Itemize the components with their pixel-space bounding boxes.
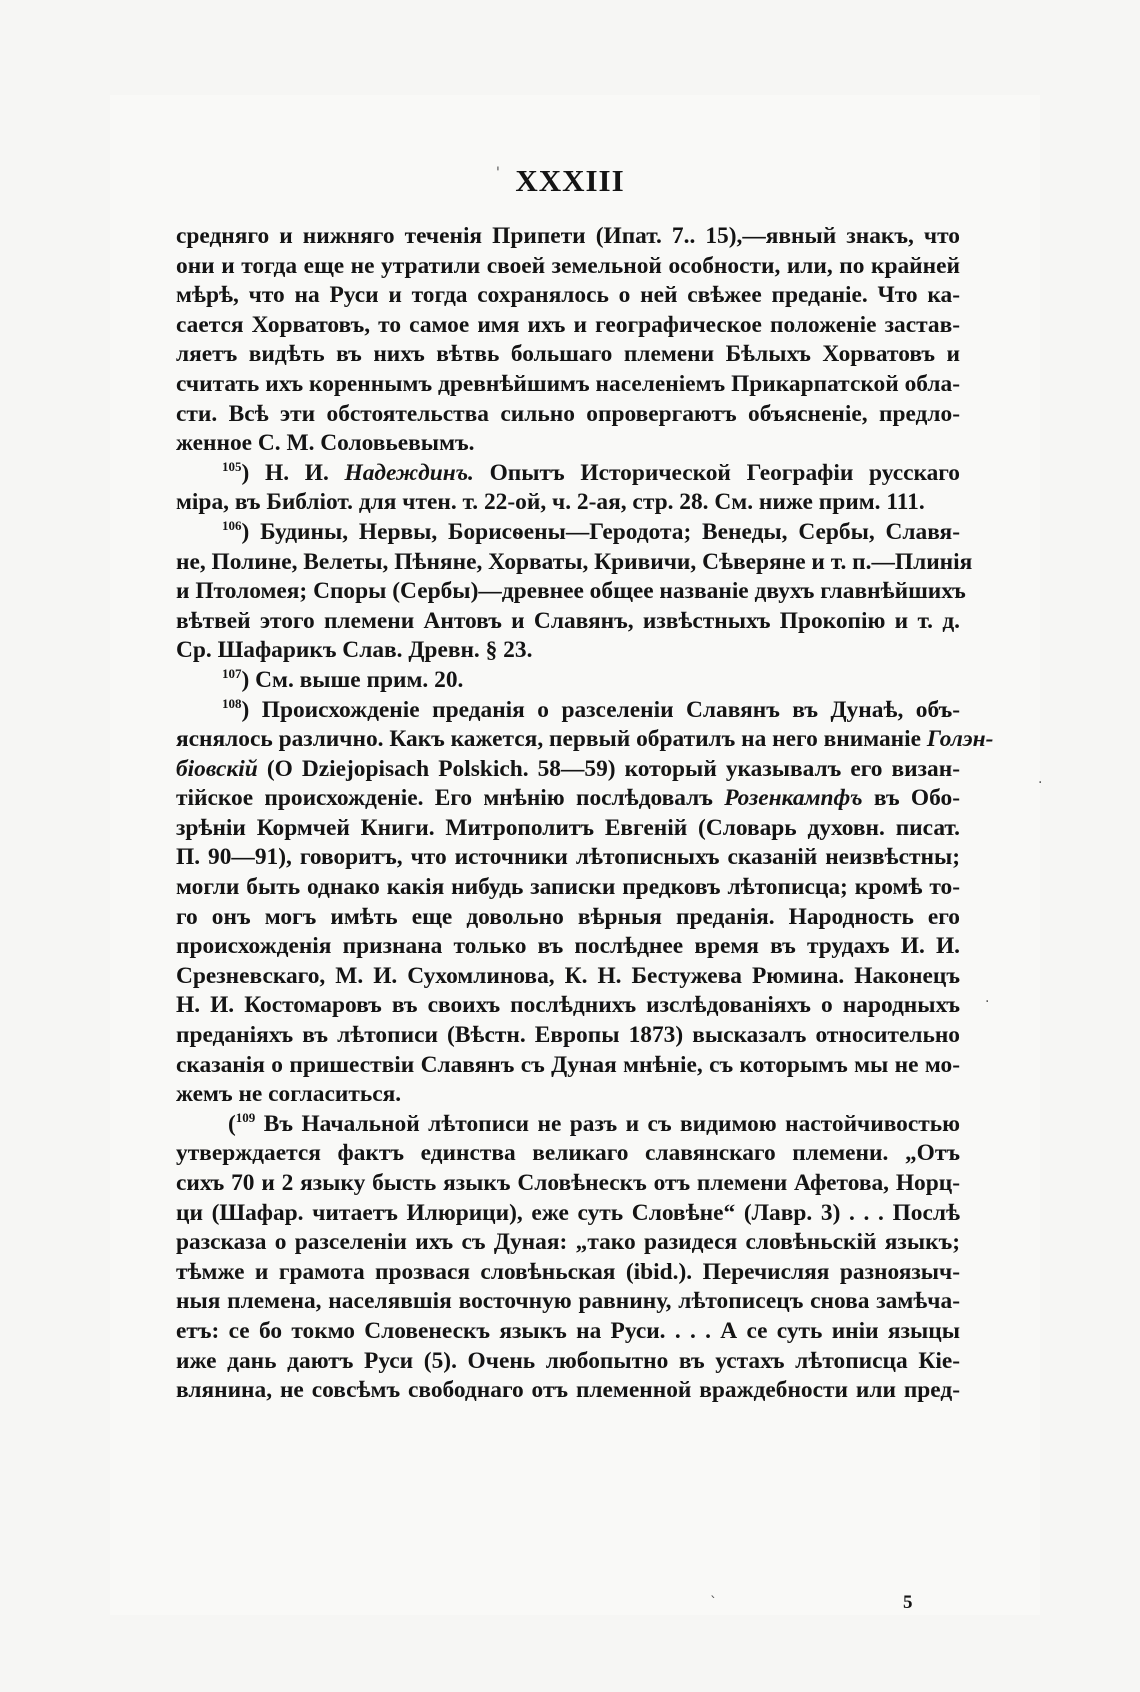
text-line: и Птоломея; Споры (Сербы)—древнее общее названіе двухъ главнѣйшихъ (176, 578, 966, 605)
text-line: считать ихъ кореннымъ древнѣйшимъ населеніемъ Прикарпатской обла- (176, 370, 960, 397)
footnote-number: 105 (222, 458, 242, 474)
text-line: сти. Всѣ эти обстоятельства сильно опровергаютъ объясненіе, предло- (176, 400, 960, 427)
text-line: П. 90—91), говоритъ, что источники лѣтописныхъ сказаній неизвѣстны; (176, 844, 960, 871)
text-line: они и тогда еще не утратили своей земельной особности, или, по крайней (176, 252, 960, 279)
text-line: жемъ не согласиться. (176, 1081, 402, 1108)
text-line: етъ: се бо токмо Словенескъ языкъ на Руси. . . . А се суть иніи языцы (176, 1317, 960, 1344)
footnote-number: 109 (235, 1109, 256, 1125)
text-line: разсказа о разселеніи ихъ съ Дуная: „тако разидеся словѣньскій языкъ; (176, 1229, 960, 1256)
note-author-italic: Розенкампфъ (724, 785, 863, 812)
text-line: Н. И. Костомаровъ въ своихъ послѣднихъ изслѣдованіяхъ о народныхъ (176, 992, 960, 1019)
footnote-109 (176, 1110, 960, 1140)
text-line: зрѣніи Кормчей Книги. Митрополитъ Евгеній (Словарь духовн. писат. (176, 814, 960, 841)
print-speck: · (1038, 775, 1043, 791)
page-header-number: XXXIII (515, 163, 625, 198)
footnote-105 (176, 459, 960, 489)
text-line: Ср. Шафарикъ Слав. Древн. § 23. (176, 637, 533, 664)
note-author-italic: Надеждинъ. (344, 459, 474, 486)
note-text: яснялось различно. Какъ кажется, первый обратилъ на него вниманіе (176, 726, 927, 753)
note-text: (O Dziejopisach Polskich. 58—59) который указывалъ его визан- (257, 755, 960, 782)
note-author-italic: біовскій (176, 755, 258, 782)
footnote-107 (176, 666, 960, 696)
print-speck: ` (710, 1595, 717, 1611)
text-line: ляетъ видѣть въ нихъ вѣтвь большаго племени Бѣлыхъ Хорватовъ и (176, 341, 960, 368)
note-author-italic: Голэн- (926, 726, 994, 753)
text-line: ныя племена, населявшія восточную равнину, лѣтописецъ снова замѣча- (176, 1288, 960, 1315)
text-line: не, Полине, Велеты, Пѣняне, Хорваты, Кривичи, Сѣверяне и т. п.—Плинія (176, 548, 973, 575)
note-text: ) Н. И. (241, 459, 345, 486)
text-line (176, 755, 960, 785)
text-line: могли быть однако какія нибудь записки предковъ лѣтописца; кромѣ то- (176, 874, 960, 901)
text-line: влянина, не совсѣмъ свободнаго отъ племенной враждебности или пред- (176, 1377, 960, 1404)
note-text: ) Будины, Нервы, Борисѳены—Геродота; Венеды, Сербы, Славя- (241, 518, 960, 545)
text-line: тѣмже и грамота прозвася словѣньская (ibid.). Перечисляя разноязыч- (176, 1258, 960, 1285)
footnote-106 (176, 518, 960, 548)
text-line: ци (Шафар. читаетъ Илюрици), еже суть Словѣне“ (Лавр. 3) . . . Послѣ (176, 1199, 960, 1226)
note-text: Опытъ Исторической Географіи русскаго (473, 459, 961, 486)
text-line: средняго и нижняго теченія Припети (Ипат. 7.. 15),—явный знакъ, что (176, 223, 960, 249)
text-line: міра, въ Библіот. для чтен. т. 22-ой, ч. 2-ая, стр. 28. См. ниже прим. 111. (176, 489, 925, 516)
text-line: сается Хорватовъ, то самое имя ихъ и географическое положеніе застав- (176, 311, 960, 338)
signature-mark: 5 (903, 1592, 913, 1613)
footnote-108 (176, 696, 960, 726)
text-line: мѣрѣ, что на Руси и тогда сохранялось о ней свѣжее преданіе. Что ка- (176, 282, 960, 309)
text-line: вѣтвей этого племени Антовъ и Славянъ, извѣстныхъ Прокопію и т. д. (176, 607, 960, 634)
print-speck: . (985, 990, 990, 1006)
text-line (176, 725, 994, 755)
footnote-number: 108 (222, 695, 242, 711)
text-line: происхожденія признана только въ послѣднее время въ трудахъ И. И. (176, 933, 960, 960)
note-text: въ Обо- (862, 785, 960, 812)
note-text: Въ Начальной лѣтописи не разъ и съ видимою настойчивостью (255, 1110, 960, 1137)
note-text: ) Происхожденіе преданія о разселеніи Славянъ въ Дунаѣ, объ- (241, 696, 960, 723)
text-line: утверждается фактъ единства великаго славянскаго племени. „Отъ (176, 1140, 960, 1167)
text-line: сказанія о пришествіи Славянъ съ Дуная мнѣніе, съ которымъ мы не мо- (176, 1051, 960, 1078)
text-line (176, 784, 960, 814)
text-line: женное С. М. Соловьевымъ. (176, 430, 475, 457)
note-text: ) См. выше прим. 20. (241, 666, 464, 693)
body-text (176, 222, 994, 1406)
text-line: иже дань даютъ Руси (5). Очень любопытно въ устахъ лѣтописца Кіе- (176, 1347, 960, 1374)
note-text: тійское происхожденіе. Его мнѣнію послѣдовалъ (176, 785, 725, 812)
footnote-number: 106 (222, 517, 242, 533)
text-line: сихъ 70 и 2 языку бысть языкъ Словѣнескъ отъ племени Афетова, Норц- (176, 1170, 960, 1196)
text-line: Срезневскаго, М. И. Сухомлинова, К. Н. Бестужева Рюмина. Наконецъ (176, 962, 960, 989)
text-line: преданіяхъ въ лѣтописи (Вѣстн. Европы 1873) высказалъ относительно (176, 1022, 960, 1049)
footnote-number: 107 (222, 665, 242, 681)
note-paren: ( (228, 1110, 236, 1137)
print-speck: ' (496, 165, 500, 181)
text-line: го онъ могъ имѣть еще довольно вѣрныя преданія. Народность его (176, 903, 960, 930)
